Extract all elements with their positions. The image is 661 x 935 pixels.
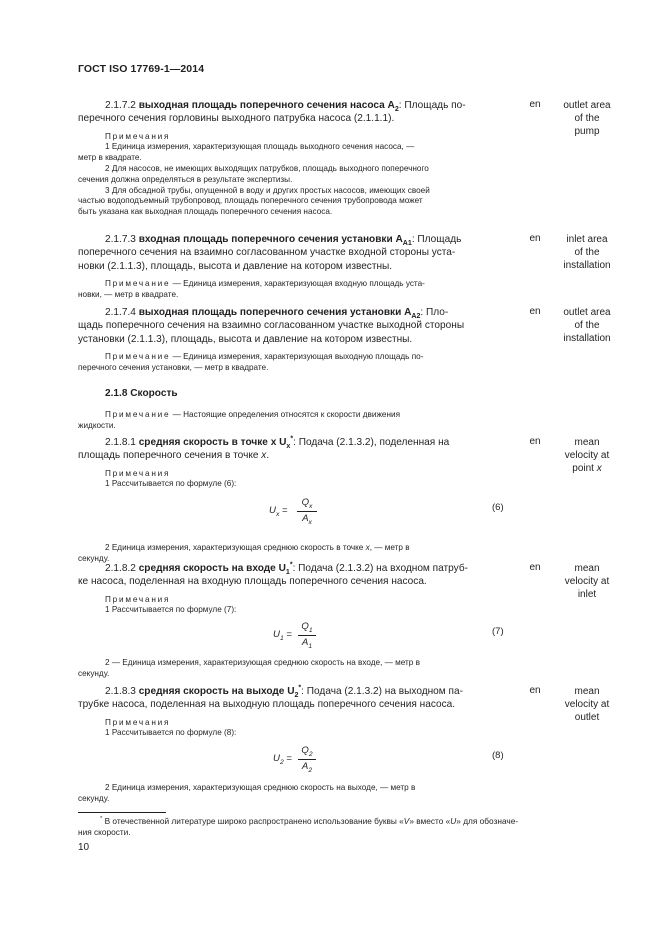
note: Примечание — Настоящие определения относятся к скорости движения [105, 410, 400, 420]
lang-code: en [529, 436, 541, 447]
clause-number: 2.1.7.2 [105, 100, 136, 111]
note-line: 2 Для насосов, не имеющих выходящих патрубков, площадь выходного поперечного [105, 163, 429, 173]
clause-2-1-7-3: 2.1.7.3 входная площадь поперечного сечения установки $A_{A1}$: Площадь поперечного сечения на взаимно согласованном участке входной стороны уста- новки (2.1.1.3), площадь, высота и давление на котором известны. Примечание — Единица измерения, характеризующая входную площадь уста- новки, — метр в квадрате. [78, 233, 506, 300]
lang-code: en [529, 562, 541, 573]
term: входная площадь поперечного сечения установки $A_{A1}$ [138, 234, 412, 248]
document-code: ГОСТ ISO 17769-1—2014 [78, 63, 205, 75]
section-title: 2.1.8 Скорость [105, 388, 178, 399]
footnote: * В отечественной литературе широко распространено использование буквы «V» вместо «U» для обозначе- ния скорости. [78, 816, 519, 837]
clause-2-1-7-2: 2.1.7.2 выходная площадь поперечного сечения насоса $A_2$: Площадь по- перечного сечения горловины выходного патрубка насоса (2.1.1.1). Примечания 1 Единица измерения, характеризующая площадь выходного сечения насоса, — метр в квадрате. 2 Для насосов, не имеющих выходящих патрубков, площадь выходного поперечного сечения должна определяться в результате экспертизы. 3 Для обсадной трубы, опущенной в воду и других простых насосов, имеющих своей частью водоподъемный трубопровод, площадь поперечного сечения трубопровода может быть указана как выходная площадь поперечного сечения насоса. [78, 99, 506, 218]
english-term: mean velocity at point x [564, 437, 610, 475]
note-line: сечения должна определяться в результате экспертизы. [78, 174, 293, 184]
equation-number: (7) [492, 626, 504, 637]
note: Примечание — Единица измерения, характеризующая выходную площадь по- [105, 351, 424, 361]
clause-2-1-8-1: 2.1.8.1 средняя скорость в точке x $U_x^*$: Подача (2.1.3.2), поделенная на площадь поперечного сечения в точке x. Примечания 1 Рассчитывается по формуле (6): [78, 435, 450, 489]
equation-number: (8) [492, 750, 504, 761]
note-line: 1 Единица измерения, характеризующая площадь выходного сечения насоса, — [105, 142, 415, 152]
clause-2-1-8-2: 2.1.8.2 средняя скорость на входе $U_1^*$: Подача (2.1.3.2) на входном патруб- ке насоса, поделенная на входную площадь поперечного сечения насоса. Примечания 1 Рассчитывается по формуле (7): [78, 561, 468, 615]
english-term: outlet area of the installation [563, 307, 611, 345]
page-number: 10 [78, 842, 90, 853]
note-line: быть указана как выходная площадь поперечного сечения насоса. [78, 207, 333, 217]
equation-number: (6) [492, 502, 504, 513]
note-line: частью водоподъемный трубопровод, площадь поперечного сечения трубопровода может [78, 196, 423, 206]
lang-code: en [529, 99, 541, 110]
note-line: 3 Для обсадной трубы, опущенной в воду и других простых насосов, имеющих своей [105, 185, 430, 195]
term: средняя скорость на выходе $U_2^*$ [138, 684, 302, 700]
notes-title: Примечания [105, 131, 171, 141]
english-term: mean velocity at outlet [564, 686, 610, 724]
lang-code: en [529, 233, 541, 244]
english-term: mean velocity at inlet [564, 563, 610, 601]
clause-2-1-7-4: 2.1.7.4 выходная площадь поперечного сечения установки $A_{A2}$: Пло- щадь поперечного сечения на взаимно согласованном участке выходной стороны установки (2.1.1.3), площадь, высота и давление на котором известны. Примечание — Единица измерения, характеризующая выходную площадь по- перечного сечения установки, — метр в квадрате. [78, 306, 506, 373]
term: средняя скорость в точке x $U_x^*$ [138, 435, 294, 451]
lang-code: en [529, 685, 541, 696]
fraction-bar [297, 511, 317, 512]
note-line: метр в квадрате. [78, 153, 142, 163]
term: выходная площадь поперечного сечения насоса $A_2$ [138, 100, 399, 114]
term: средняя скорость на входе $U_1^*$ [138, 561, 293, 577]
term: выходная площадь поперечного сечения установки $A_{A2}$ [138, 307, 421, 321]
note: Примечание — Единица измерения, характеризующая входную площадь уста- [105, 278, 425, 288]
clause-2-1-8-3: 2.1.8.3 средняя скорость на выходе $U_2^*$: Подача (2.1.3.2) на выходном па- трубке насоса, поделенная на выходную площадь поперечного сечения насоса. Примечания 1 Рассчитывается по формуле (8): [78, 684, 463, 738]
definition-line: перечного сечения горловины выходного патрубка насоса (2.1.1.1). [78, 113, 395, 125]
english-term: outlet area of the pump [563, 100, 611, 138]
section-2-1-8: 2.1.8 Скорость Примечание — Настоящие определения относятся к скорости движения жидкости. [78, 387, 506, 432]
fraction-bar [298, 635, 316, 636]
english-term: inlet area of the installation [563, 234, 611, 272]
fraction-bar [298, 759, 316, 760]
lang-code: en [529, 306, 541, 317]
footnote-divider [78, 812, 166, 813]
